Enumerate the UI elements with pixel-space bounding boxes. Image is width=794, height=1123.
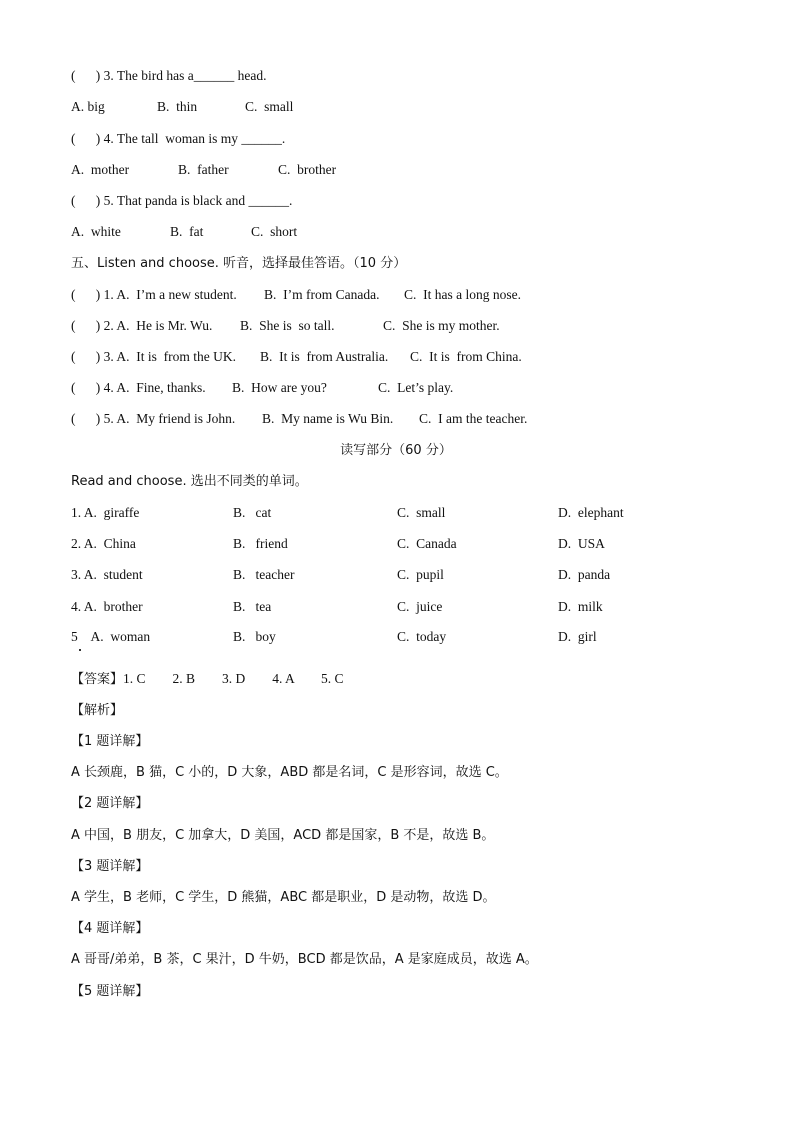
rc-item-5-a: 5 A. woman: [71, 629, 151, 644]
rc-item-2-b: B. friend: [233, 536, 288, 551]
s5-item-5-option-c: C. I am the teacher.: [419, 411, 528, 426]
detail-5-heading: 【5 题详解】: [71, 984, 149, 999]
s5-item-5-option-b: B. My name is Wu Bin.: [262, 411, 394, 426]
rc-item-3-b: B. teacher: [233, 567, 295, 582]
rc-item-1-a: 1. A. giraffe: [71, 505, 140, 520]
detail-2-heading: 【2 题详解】: [71, 796, 149, 811]
q4-option-b: B. father: [178, 162, 229, 177]
question-4: ( ) 4. The tall woman is my ______.: [71, 131, 286, 146]
rc-item-3-d: D. panda: [558, 567, 611, 582]
detail-4-heading: 【4 题详解】: [71, 921, 149, 936]
s5-item-4-question: ( ) 4. A. Fine, thanks.: [71, 380, 206, 395]
question-3: ( ) 3. The bird has a______ head.: [71, 68, 267, 83]
analysis-label: 【解析】: [71, 703, 124, 718]
q3-option-a: A. big: [71, 99, 105, 114]
answer-label: 【答案】: [71, 672, 124, 687]
rc-item-4-a: 4. A. brother: [71, 599, 143, 614]
rc-item-5-d: D. girl: [558, 629, 597, 644]
detail-1-heading: 【1 题详解】: [71, 734, 149, 749]
detail-3-heading: 【3 题详解】: [71, 859, 149, 874]
rc-item-5-b: B. boy: [233, 629, 276, 644]
q5-option-b: B. fat: [170, 224, 204, 239]
answer-line: [71, 671, 344, 688]
rc-item-1-d: D. elephant: [558, 505, 624, 520]
s5-item-1-option-b: B. I’m from Canada.: [264, 287, 380, 302]
q5-option-a: A. white: [71, 224, 121, 239]
q3-option-b: B. thin: [157, 99, 198, 114]
q3-option-c: C. small: [245, 99, 294, 114]
s5-item-1-question: ( ) 1. A. I’m a new student.: [71, 287, 237, 302]
question-5: ( ) 5. That panda is black and ______.: [71, 193, 293, 208]
detail-4-body: A 哥哥/弟弟，B 茶，C 果汁，D 牛奶，BCD 都是饮品，A 是家庭成员，故选 A。: [71, 952, 538, 967]
detail-3-body: A 学生，B 老师，C 学生，D 熊猫，ABC 都是职业，D 是动物，故选 D。: [71, 890, 496, 905]
rc-item-2-a: 2. A. China: [71, 536, 136, 551]
s5-item-3-option-b: B. It is from Australia.: [260, 349, 389, 364]
answer-values: 1. C 2. B 3. D 4. A 5. C: [123, 671, 344, 686]
rc-item-1-c: C. small: [397, 505, 446, 520]
rc-item-4-b: B. tea: [233, 599, 272, 614]
s5-item-2-question: ( ) 2. A. He is Mr. Wu.: [71, 318, 213, 333]
rc-item-2-d: D. USA: [558, 536, 605, 551]
s5-item-1-option-c: C. It has a long nose.: [404, 287, 521, 302]
rc-item-3-a: 3. A. student: [71, 567, 143, 582]
s5-item-4-option-c: C. Let’s play.: [378, 380, 454, 395]
s5-item-3-option-c: C. It is from China.: [410, 349, 522, 364]
q4-option-c: C. brother: [278, 162, 337, 177]
reading-section-title: 读写部分（60 分）: [340, 443, 452, 458]
rc-item-1-b: B. cat: [233, 505, 272, 520]
s5-item-3-question: ( ) 3. A. It is from the UK.: [71, 349, 236, 364]
rc-item-5-c: C. today: [397, 629, 447, 644]
detail-2-body: A 中国，B 朋友，C 加拿大，D 美国，ACD 都是国家，B 不是，故选 B。: [71, 828, 495, 843]
rc-item-3-c: C. pupil: [397, 567, 444, 582]
read-choose-title: Read and choose. 选出不同类的单词。: [71, 474, 308, 489]
stray-mark: [79, 649, 81, 651]
q4-option-a: A. mother: [71, 162, 130, 177]
rc-item-4-c: C. juice: [397, 599, 443, 614]
s5-item-2-option-b: B. She is so tall.: [240, 318, 335, 333]
s5-item-2-option-c: C. She is my mother.: [383, 318, 500, 333]
s5-item-4-option-b: B. How are you?: [232, 380, 327, 395]
detail-1-body: A 长颈鹿，B 猫，C 小的，D 大象，ABD 都是名词，C 是形容词，故选 C。: [71, 765, 508, 780]
rc-item-4-d: D. milk: [558, 599, 603, 614]
rc-item-2-c: C. Canada: [397, 536, 457, 551]
section-5-title: 五、Listen and choose. 听音，选择最佳答语。（10 分）: [71, 256, 407, 271]
s5-item-5-question: ( ) 5. A. My friend is John.: [71, 411, 236, 426]
q5-option-c: C. short: [251, 224, 298, 239]
